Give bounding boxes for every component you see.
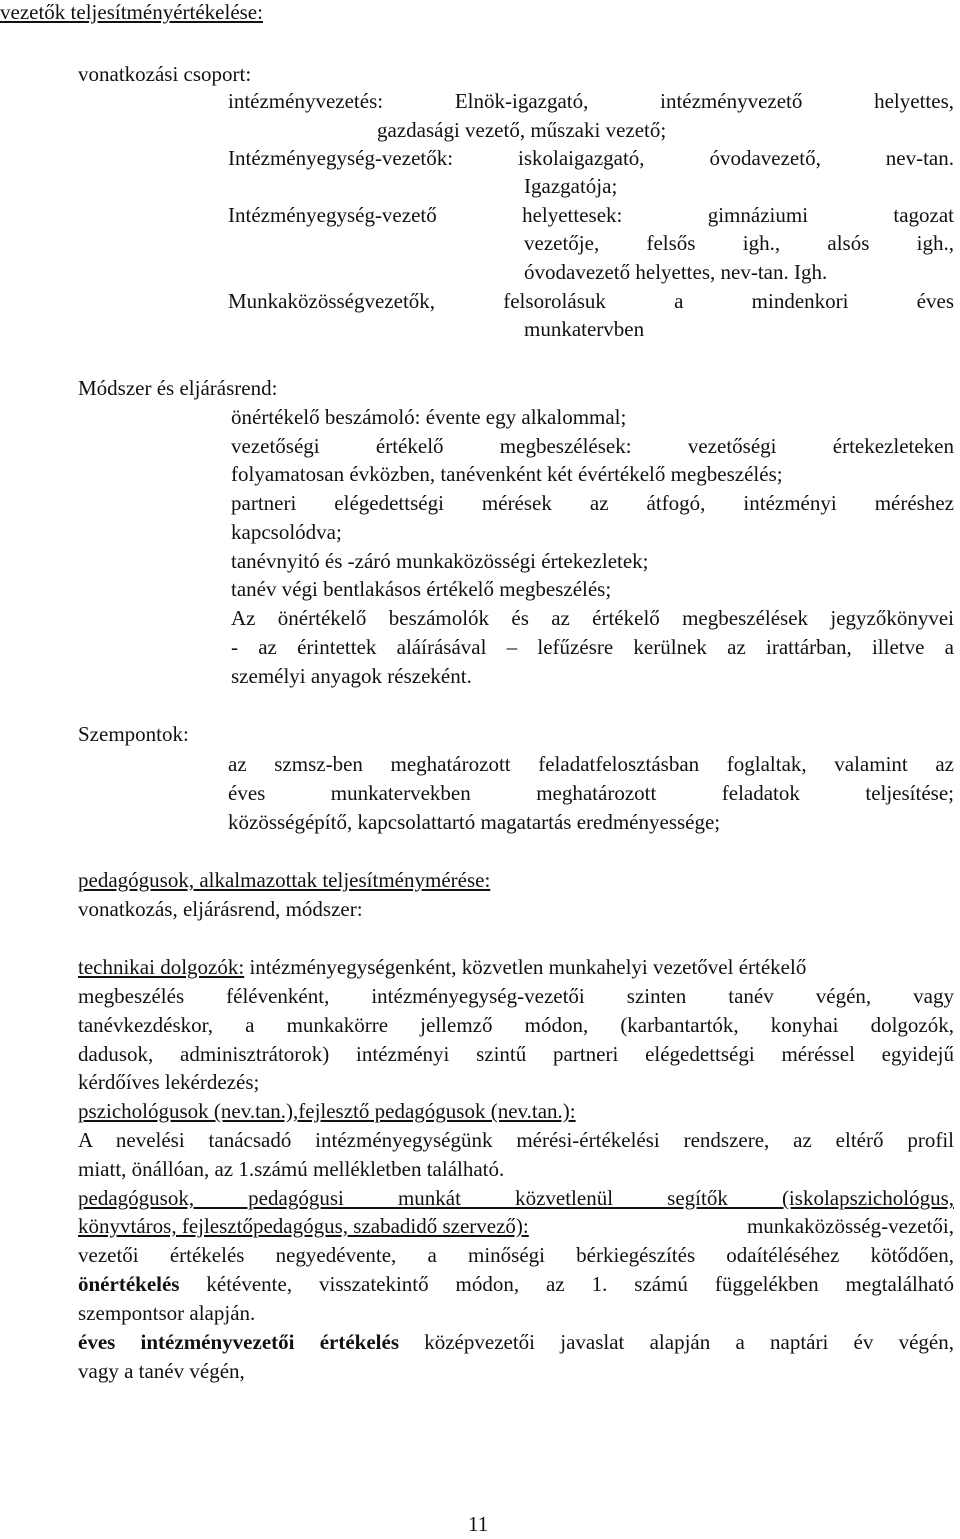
scope-item-4a: Munkaközösségvezetők, felsorolásuk a mindenkori éves [228, 289, 954, 313]
annual-line-1-text: középvezetői javaslat alapján a naptári év végén, [399, 1330, 954, 1354]
scope-item-2b: Igazgatója; [524, 174, 618, 198]
scope-item-3b: vezetője, felsős igh., alsós igh., [524, 231, 954, 255]
teachers-subheading: vonatkozás, eljárásrend, módszer: [78, 897, 363, 921]
method-line-5: kapcsolódva; [231, 520, 342, 544]
technical-line-1 [78, 953, 806, 982]
method-line-1: önértékelő beszámoló: évente egy alkalommal; [231, 405, 627, 429]
pedagogues-label-2: könyvtáros, fejlesztőpedagógus, szabadidő szervező): [78, 1214, 529, 1238]
method-line-9: - az érintettek aláírásával – lefűzésre kerülnek az irattárban, illetve a [231, 635, 954, 659]
psych-line-2: miatt, önállóan, az 1.számú mellékletben található. [78, 1157, 505, 1181]
method-line-2: vezetőségi értékelő megbeszélések: vezetőségi értekezleteken [231, 434, 954, 458]
technical-line-3: tanévkezdéskor, a munkakörre jellemző módon, (karbantartók, konyhai dolgozók, [78, 1013, 954, 1037]
pedagogues-line-4 [78, 1270, 954, 1299]
criteria-line-2: éves munkatervekben meghatározott feladatok teljesítése; [228, 781, 954, 805]
criteria-line-1: az szmsz-ben meghatározott feladatfelosztásban foglaltak, valamint az [228, 752, 954, 776]
criteria-line-3: közösségépítő, kapcsolattartó magatartás eredményessége; [228, 810, 721, 834]
pedagogues-line-5: szempontsor alapján. [78, 1301, 256, 1325]
psych-label: pszichológusok (nev.tan.),fejlesztő pedagógusok (nev.tan.): [78, 1099, 576, 1123]
technical-line-4: dadusok, adminisztrátorok) intézményi szintű partneri elégedettségi méréssel egyidejű [78, 1042, 954, 1066]
technical-label: technikai dolgozók: [78, 955, 245, 979]
scope-item-3a: Intézményegység-vezető helyettesek: gimnáziumi tagozat [228, 203, 954, 227]
technical-line-1-text: intézményegységenként, közvetlen munkahelyi vezetővel értékelő [244, 955, 807, 979]
technical-line-2: megbeszélés félévenként, intézményegység-vezetői szinten tanév végén, vagy [78, 984, 954, 1008]
method-line-4: partneri elégedettségi mérések az átfogó, intézményi méréshez [231, 491, 954, 515]
scope-item-4b: munkatervben [524, 317, 645, 341]
method-line-3: folyamatosan évközben, tanévenként két évértékelő megbeszélés; [231, 462, 783, 486]
section-heading: vezetők teljesítményértékelése: [0, 0, 263, 24]
pedagogues-line-3: vezetői értékelés negyedévente, a minőségi bérkiegészítés odaítéléséhez kötődően, [78, 1243, 954, 1267]
scope-item-1b: gazdasági vezető, műszaki vezető; [377, 118, 667, 142]
self-evaluation-term: önértékelés [78, 1272, 180, 1296]
scope-item-3c: óvodavezető helyettes, nev-tan. Igh. [524, 260, 828, 284]
pedagogues-line-2-text: munkaközösség-vezetői, [746, 1214, 954, 1238]
page-number: 11 [468, 1512, 489, 1536]
technical-line-5: kérdőíves lekérdezés; [78, 1070, 260, 1094]
annual-evaluation-term: éves intézményvezetői értékelés [78, 1330, 399, 1354]
criteria-label: Szempontok: [78, 722, 189, 746]
method-line-8: Az önértékelő beszámolók és az értékelő megbeszélések jegyzőkönyvei [231, 606, 954, 630]
scope-label: vonatkozási csoport: [78, 62, 252, 86]
method-line-7: tanév végi bentlakásos értékelő megbeszélés; [231, 577, 612, 601]
method-line-6: tanévnyitó és -záró munkaközösségi értekezletek; [231, 549, 649, 573]
pedagogues-label-1: pedagógusok, pedagógusi munkát közvetlenül segítők (iskolapszichológus, [78, 1186, 954, 1210]
scope-item-2a: Intézményegység-vezetők: iskolaigazgató, óvodavezető, nev-tan. [228, 146, 954, 170]
teachers-heading: pedagógusok, alkalmazottak teljesítménymérése: [78, 868, 491, 892]
pedagogues-line-4-text: kétévente, visszatekintő módon, az 1. számú függelékben megtalálható [179, 1272, 954, 1296]
annual-line-2: vagy a tanév végén, [78, 1359, 245, 1383]
psych-line-1: A nevelési tanácsadó intézményegységünk mérési-értékelési rendszere, az eltérő profil [78, 1128, 954, 1152]
method-line-10: személyi anyagok részeként. [231, 664, 472, 688]
annual-line-1 [78, 1328, 954, 1357]
method-label: Módszer és eljárásrend: [78, 376, 278, 400]
scope-item-1a: intézményvezetés: Elnök-igazgató, intézményvezető helyettes, [228, 89, 954, 113]
